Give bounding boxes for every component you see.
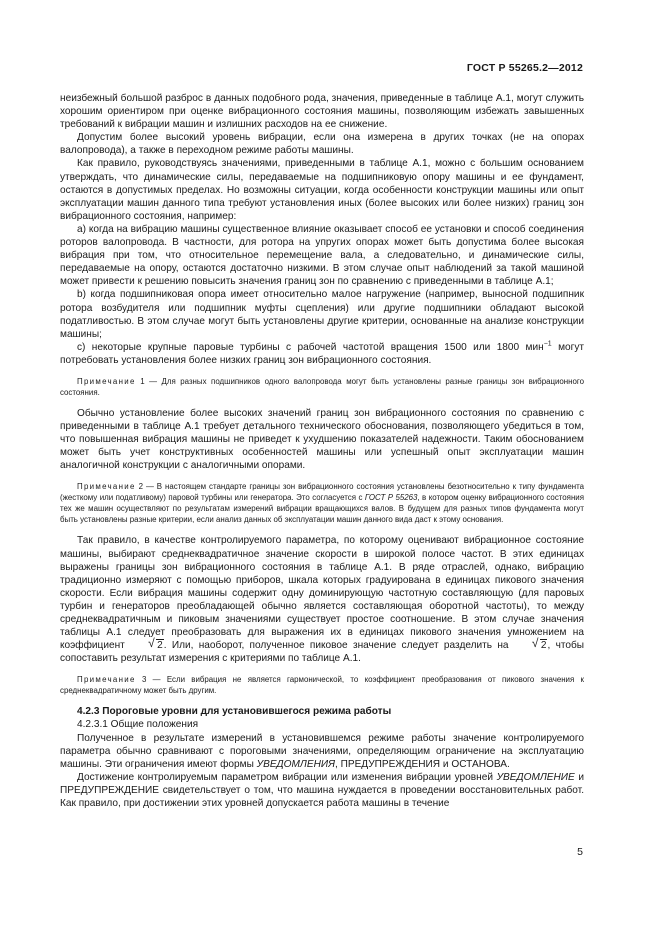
- note-text: 2 — В настоящем стандарте границы зон вибрационного состояния установлены безотносительно к типу фундамента (жесткому или податливому) паровой турбины или генератора. Это согласуется с: [60, 482, 584, 503]
- paragraph-text: Так правило, в качестве контролируемого параметра, по которому оценивают вибрационное состояние машины, выбирают среднеквадратичное значение скорости в широкой полосе частот. В этих единицах выражены границы зон вибрационного состояния в таблице А.1. В ряде отраслей, однако, вибрацию традиционно измеряют с помощью приборов, шкала которых градуирована в единицах пикового значения скорости. Если вибрация машины содержит одну доминирующую частотную составляющую (для паровых турбин и генераторов преобладающей обычно является составляющая оборотной частоты), то между среднеквадратичным и пиковым значениями существует простое соотношение. В этом случае значения таблицы А.1 следует преобразовать для выражения их в единицах пикового значения умножением на коэффициент: [60, 535, 584, 652]
- paragraph: Как правило, руководствуясь значениями, приведенными в таблице А.1, можно с большим основанием утверждать, что динамические силы, передаваемые на подшипниковую опору машины и ее фундамент, остаются в допустимых пределах. Но возможны ситуации, когда особенности конструкции машины или опыт эксплуатации машин данного типа требуют установления иных (более высоких или более низких) границ зон вибрационного состояния, например:: [60, 158, 584, 222]
- paragraph-text: , ПРЕДУПРЕЖДЕНИЯ и ОСТАНОВА.: [334, 758, 510, 770]
- paragraph: Допустим более высокий уровень вибрации, если она измерена в других точках (не на опорах валопровода), а также в переходном режиме работы машины.: [60, 132, 584, 157]
- paragraph-text: , чтобы сопоставить результат измерения с критериями по таблице А.1.: [60, 640, 585, 665]
- sqrt-two-formula: [131, 636, 164, 652]
- paragraph: [60, 732, 584, 771]
- standard-reference: ГОСТ Р 55263: [364, 493, 418, 503]
- radicand: 2: [157, 640, 163, 652]
- note-label: Примечание: [77, 675, 136, 685]
- emphasis: УВЕДОМЛЕНИЕ: [496, 771, 575, 783]
- paragraph: Обычно установление более высоких значений границ зон вибрационного состояния по сравнению с приведенными в таблице А.1 требует детального технического обоснования, позволяющего убедиться в том, что повышенная вибрация машины не приведет к ухудшению показателей надежности. Таким обоснованием может быть учет конструктивных особенностей машины или успешный опыт эксплуатации машин аналогичной конструкции с аналогичными опорами.: [60, 407, 584, 472]
- note-3: [60, 674, 584, 696]
- standard-header: ГОСТ Р 55265.2—2012: [466, 62, 583, 74]
- paragraph-text: и ПРЕДУПРЕЖДЕНИЕ свидетельствует о том, что машина нуждается в проведении восстановительных работ. Как правило, при достижении этих уровней допускается работа машины в течение: [60, 771, 585, 810]
- sqrt-two-formula: [515, 636, 548, 652]
- body-text: [60, 92, 584, 810]
- note-text-end: , в котором оценку вибрационного состояния тех же машин осуществляют по результатам измерений вибрации вращающихся валов. В будущем для разных типов фундамента могут быть установлены разные критерии, если анализ данных об эксплуатации машин данного вида даст к этому основания.: [60, 493, 584, 525]
- paragraph-conversion: [60, 534, 584, 665]
- emphasis: УВЕДОМЛЕНИЯ: [256, 758, 335, 770]
- note-text: 1 — Для разных подшипников одного валопровода могут быть установлены разные границы зон вибрационного состояния.: [60, 376, 584, 397]
- list-item-c-text-end: могут потребовать установления более низких границ зон вибрационного состояния.: [60, 341, 584, 366]
- section-heading: 4.2.3 Пороговые уровни для установившегося режима работы: [77, 706, 392, 718]
- exponent: −1: [543, 340, 552, 348]
- note-2: [60, 481, 584, 525]
- page-number: 5: [577, 846, 583, 858]
- paragraph-text: . Или, наоборот, полученное пиковое значение следует разделить на: [163, 640, 514, 652]
- note-label: Примечание: [77, 482, 136, 492]
- paragraph-text: Полученное в результате измерений в установившемся режиме работы значение контролируемого параметра обычно сравнивают с пороговыми значениями, определяющим ограничение на эксплуатацию машины. Эти ограничения имеют формы: [60, 732, 584, 770]
- note-label: Примечание: [77, 376, 136, 386]
- paragraph: неизбежный большой разброс в данных подобного рода, значения, приведенные в таблице А.1, могут служить хорошим ориентиром при оценке вибрационного состояния машины, позволяющим избежать завышенных требований к вибрации машин и излишних расходов на ее снижение.: [60, 93, 584, 131]
- radical-sign: √: [148, 636, 155, 651]
- list-item-c: [60, 341, 584, 367]
- radical-sign: √: [531, 636, 539, 651]
- note-1: [60, 376, 584, 398]
- list-item-a: а) когда на вибрацию машины существенное влияние оказывает способ ее установки и способ соединения роторов валопровода. В частности, для ротора на упругих опорах может быть допустима более высокая вибрация при том, что относительное перемещение вала, а следовательно, и динамические силы, передаваемые на опору, остаются достаточно низкими. В этом случае опыт наблюдений за такой машиной может привести к решению повысить значения границ зон по сравнению с приведенными в таблице А.1;: [60, 223, 584, 288]
- subsection-heading: 4.2.3.1 Общие положения: [77, 719, 199, 731]
- note-text: 3 — Если вибрация не является гармонической, то коэффициент преобразования от пикового значения к среднеквадратичному может быть другим.: [60, 675, 584, 696]
- radicand: 2: [540, 640, 547, 652]
- list-item-b: b) когда подшипниковая опора имеет относительно малое нагружение (например, выносной подшипник ротора возбудителя или подшипник муфты сцепления) или другие подшипники обладают высокой податливостью. В этом случае могут быть установлены другие критерии, основанные на анализе конструкции машины;: [60, 289, 584, 340]
- paragraph: [60, 771, 584, 810]
- paragraph-text: Достижение контролируемым параметром вибрации или изменения вибрации уровней: [77, 771, 497, 783]
- list-item-c-text: с) некоторые крупные паровые турбины с рабочей частотой вращения 1500 или 1800 мин: [77, 341, 544, 353]
